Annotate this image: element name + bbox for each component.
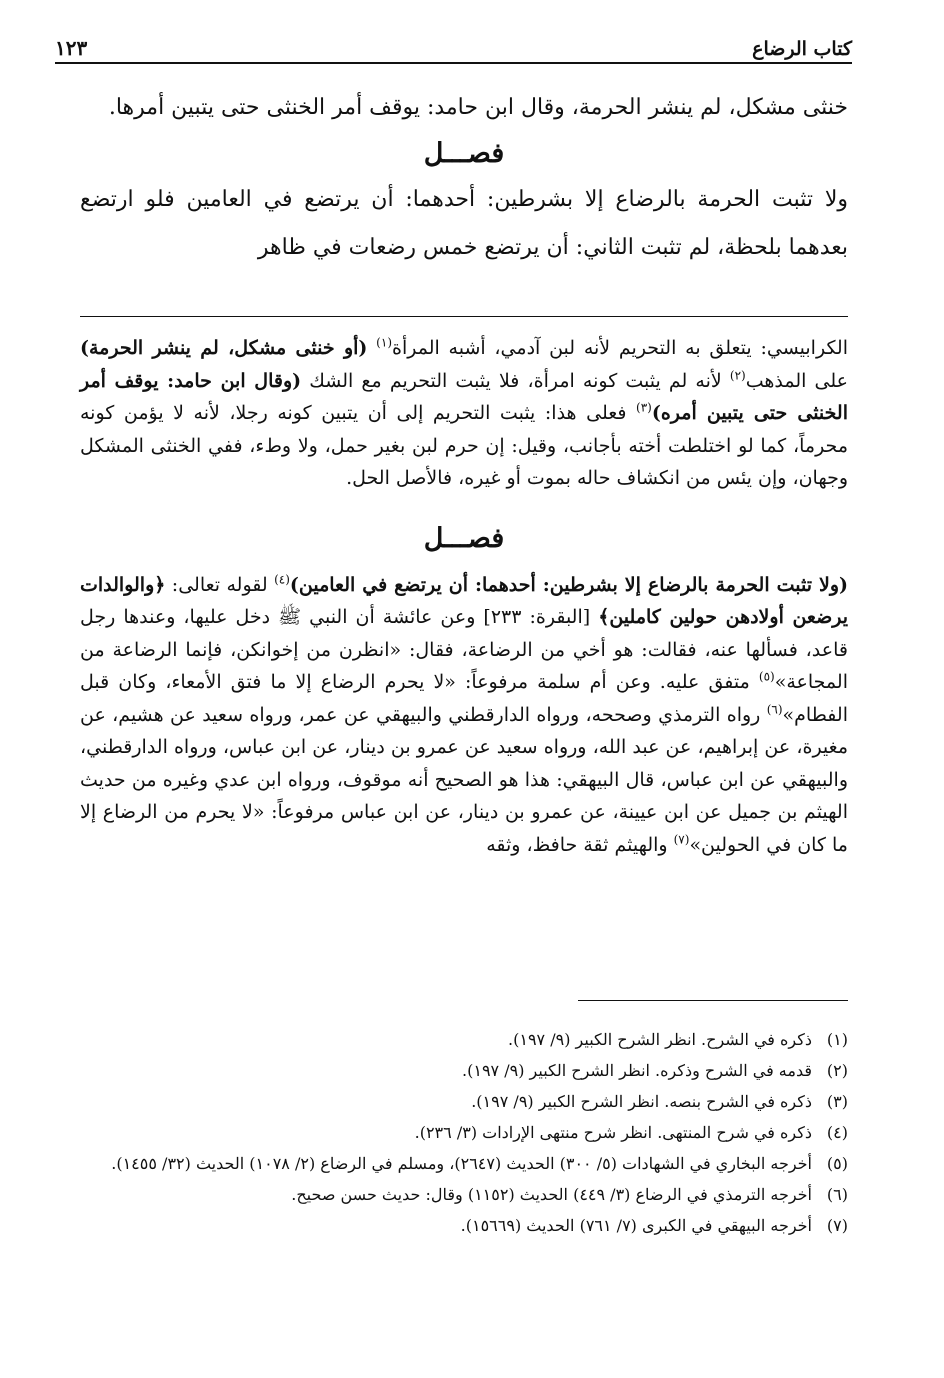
sharh-paragraph: [80, 332, 848, 495]
sharh-text-run: فعلى هذا: يثبت التحريم إلى أن يتبين كونه رجلا، لأنه لا يؤمن كونه محرماً، كما لو اختلطت أخته بأجانب، وقيل: إن حرم لبن بغير حمل، ولا وطء، ففي الخنثى المشكل وجهان، وإن يئس من انكشاف حاله بموت أو غيره، فالأصل الحل.: [80, 402, 848, 489]
sharh-text-run: والهيثم ثقة حافظ، وثقه: [486, 833, 674, 856]
footnote-number: (٥): [826, 1154, 848, 1173]
sharh-text-run: لأنه لم يثبت كونه امرأة، فلا يثبت التحريم مع الشك: [301, 369, 730, 392]
sharh-text-run: [البقرة: ٢٣٣] وعن عائشة أن النبي ﷺ دخل عليها، وعندها رجل قاعد، فسألها عنه، فقالت: هو أخي من الرضاعة، فقال: «انظرن من إخوانكن، فإنما الرضاعة من المجاعة»: [80, 606, 848, 693]
sharh-text-run: رواه الترمذي وصححه، ورواه الدارقطني والبيهقي عن عمر، ورواه سعيد عن هشيم، عن مغيرة، عن إبراهيم، عن عبد الله، ورواه سعيد عن عمرو بن دينار، عن ابن عباس، ورواه الدارقطني، والبيهقي عن ابن عباس، قال البيهقي: هذا هو الصحيح أنه موقوف، ورواه ابن عدي وغيره من حديث الهيثم بن جميل عن ابن عيينة، عن عمرو بن دينار، عن ابن عباس مرفوعاً: «لا يحرم من الرضاع إلا ما كان في الحولين»: [80, 703, 848, 856]
footnote-text: أخرجه البخاري في الشهادات (٥/ ٣٠٠) الحديث (٢٦٤٧)، ومسلم في الرضاع (٢/ ١٠٧٨) الحديث (٣٢/ ١٤٥٥).: [111, 1154, 812, 1173]
footnote: [80, 1086, 848, 1117]
footnote-ref: (٦): [766, 702, 783, 717]
footnote-ref: (٥): [758, 669, 775, 684]
footnotes: [80, 1024, 848, 1241]
footnote-number: (٦): [826, 1185, 848, 1204]
footnote-text: ذكره في الشرح. انظر الشرح الكبير (٩/ ١٩٧).: [508, 1030, 812, 1049]
footnote-ref: (١): [376, 335, 392, 350]
footnote: [80, 1148, 848, 1179]
section-heading: فصـــل: [423, 522, 505, 554]
footnote-text: أخرجه البيهقي في الكبرى (٧/ ٧٦١) الحديث (١٥٦٦٩).: [460, 1216, 812, 1235]
footnote-ref: (٧): [673, 832, 690, 847]
footnote-number: (٤): [826, 1123, 848, 1142]
footnote-number: (٧): [826, 1216, 848, 1235]
footnote-text: ذكره في الشرح بنصه. انظر الشرح الكبير (٩/ ١٩٧).: [471, 1092, 812, 1111]
sharh-text: [80, 332, 848, 861]
footnote: [80, 1055, 848, 1086]
footnote-number: (١): [826, 1030, 848, 1049]
footnote-number: (٢): [826, 1061, 848, 1080]
footnote: [80, 1117, 848, 1148]
footnote-text: أخرجه الترمذي في الرضاع (٣/ ٤٤٩) الحديث (١١٥٢) وقال: حديث حسن صحيح.: [291, 1185, 812, 1204]
matn-paragraph: خنثى مشكل، لم ينشر الحرمة، وقال ابن حامد: يوقف أمر الخنثى حتى يتبين أمرها.: [108, 95, 848, 120]
page-header: [55, 30, 852, 64]
footnote-ref: (٢): [729, 368, 746, 383]
quran-verse: ﴿والوالدات يرضعن أولادهن حولين كاملين﴾: [80, 573, 848, 628]
sharh-text-run: متفق عليه. وعن أم سلمة مرفوعاً: «لا يحرم الرضاع إلا ما فتق الأمعاء، وكان قبل الفطام»: [80, 671, 848, 726]
sharh-paragraph: [80, 569, 848, 862]
sharh-text-run: الكرابيسي: يتعلق به التحريم لأنه لبن آدمي، أشبه المرأة: [392, 337, 849, 359]
footnote-text: قدمه في الشرح وذكره. انظر الشرح الكبير (٩/ ١٩٧).: [462, 1061, 812, 1080]
footnote-text: ذكره في شرح المنتهى. انظر شرح منتهى الإرادات (٣/ ٢٣٦).: [414, 1123, 812, 1142]
running-title: كتاب الرضاع: [752, 38, 852, 60]
page-number: ١٢٣: [55, 36, 88, 60]
section-heading: فصـــل: [423, 138, 505, 169]
footnote-ref: (٤): [274, 572, 290, 587]
matn-paragraph: ولا تثبت الحرمة بالرضاع إلا بشرطين: أحدهما: أن يرتضع في العامين فلو ارتضع بعدهما بلحظة، لم تثبت الثاني: أن يرتضع خمس رضعات في ظاهر: [80, 187, 848, 260]
matn-separator: [80, 316, 848, 317]
quoted-matn: (وقال ابن حامد: يوقف أمر الخنثى حتى يتبين أمره): [80, 369, 848, 424]
footnote-ref: (٣): [636, 400, 652, 415]
footnote-number: (٣): [826, 1092, 848, 1111]
quoted-matn: (أو خنثى مشكل، لم ينشر الحرمة): [80, 337, 368, 359]
header-rule: [55, 62, 852, 64]
footnote: [80, 1179, 848, 1210]
matn-text: [80, 84, 848, 272]
sharh-text-run: على المذهب: [745, 369, 848, 392]
footnote: [80, 1024, 848, 1055]
footnote-separator: [578, 1000, 848, 1001]
quoted-matn: (ولا تثبت الحرمة بالرضاع إلا بشرطين: أحدهما: أن يرتضع في العامين): [289, 573, 848, 596]
sharh-text-run: لقوله تعالى:: [165, 573, 275, 596]
footnote: [80, 1210, 848, 1241]
